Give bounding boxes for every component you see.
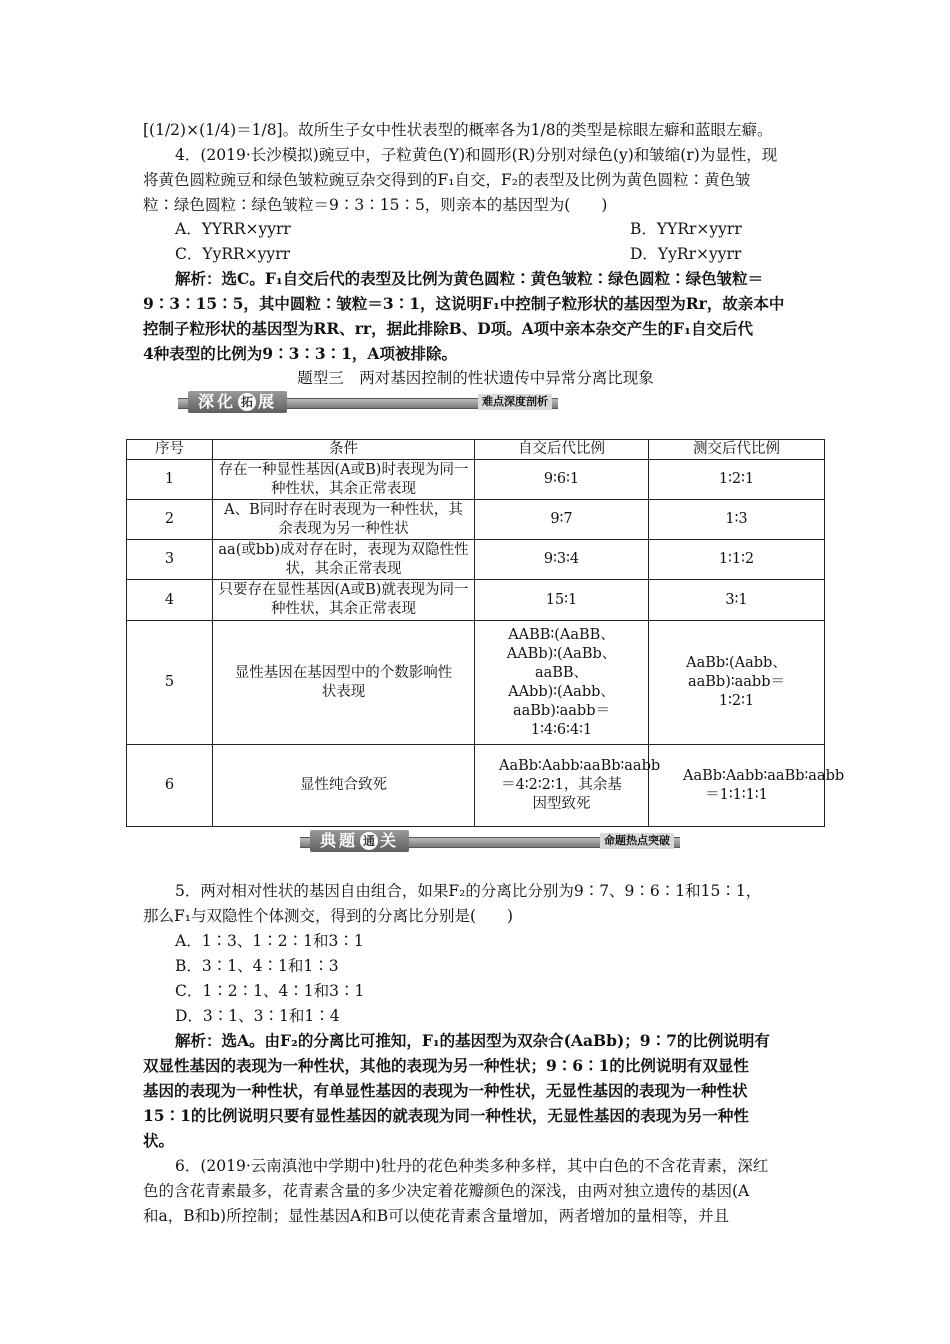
table-cell-no: 6	[127, 745, 213, 827]
question-4-option-a: A．YYRR×yyrr	[175, 220, 291, 238]
text-line: [(1/2)×(1/4)＝1/8]。故所生子女中性状表型的概率各为1/8的类型是棕眼左癖和蓝眼左癖。	[143, 121, 773, 139]
table-cell-test-ratio: AaBb∶(Aabb、aaBb)∶aabb＝1∶2∶1	[649, 621, 825, 745]
table-header-cell: 自交后代比例	[475, 440, 649, 460]
banner-typical-questions	[300, 830, 680, 852]
circle-badge-icon: 拓	[238, 393, 256, 411]
table-header-cell: 测交后代比例	[649, 440, 825, 460]
table-cell-test-ratio: AaBb∶Aabb∶aaBb∶aabb＝1∶1∶1∶1	[649, 745, 825, 827]
question-6-stem: 6．(2019·云南滇池中学期中)牡丹的花色种类多种多样，其中白色的不含花青素，深红	[175, 1157, 769, 1175]
table-cell-no: 3	[127, 540, 213, 580]
question-5-option-d: D．3∶1、3∶1和1∶4	[175, 1007, 340, 1025]
question-5-stem: 那么F₁与双隐性个体测交，得到的分离比分别是( )	[143, 907, 514, 925]
table-row	[127, 460, 825, 500]
question-4-analysis: 解析：选C。F₁自交后代的表型及比例为黄色圆粒∶黄色皱粒∶绿色圆粒∶绿色皱粒＝	[175, 269, 764, 288]
table-cell-self-ratio: 9∶6∶1	[475, 460, 649, 500]
table-cell-no: 1	[127, 460, 213, 500]
banner-label: 典题 通 关	[310, 830, 409, 852]
table-header-row	[127, 440, 825, 460]
question-5-analysis: 基因的表现为一种性状，有单显性基因的表现为一种性状，无显性基因的表现为一种性状	[143, 1081, 748, 1100]
question-5-option-b: B．3∶1、4∶1和1∶3	[175, 957, 339, 975]
question-5-stem: 5．两对相对性状的基因自由组合，如果F₂的分离比分别为9∶7、9∶6∶1和15∶1，	[175, 882, 762, 900]
table-cell-test-ratio: 3∶1	[649, 580, 825, 621]
banner-subtitle: 命题热点突破	[600, 833, 674, 849]
banner-deepen-expand	[178, 391, 558, 413]
question-4-stem: 粒∶绿色圆粒∶绿色皱粒＝9∶3∶15∶5，则亲本的基因型为( )	[143, 196, 608, 214]
table-cell-condition: 显性纯合致死	[213, 745, 475, 827]
table-cell-condition: 存在一种显性基因(A或B)时表现为同一种性状，其余正常表现	[213, 460, 475, 500]
segregation-ratio-table	[126, 439, 845, 827]
table-cell-no: 4	[127, 580, 213, 621]
question-5-option-c: C．1∶2∶1、4∶1和3∶1	[175, 982, 365, 1000]
table-header-cell: 条件	[213, 440, 475, 460]
table-header-cell: 序号	[127, 440, 213, 460]
table-cell-condition: aa(或bb)成对存在时，表现为双隐性性状，其余正常表现	[213, 540, 475, 580]
banner-label: 深化 拓 展	[188, 391, 287, 413]
question-5-analysis: 双显性基因的表现为一种性状，其他的表现为另一种性状；9∶6∶1的比例说明有双显性	[143, 1056, 749, 1075]
circle-badge-icon: 通	[360, 832, 378, 850]
table-cell-condition: 显性基因在基因型中的个数影响性状表现	[213, 621, 475, 745]
section-title: 题型三 两对基因控制的性状遗传中异常分离比现象	[297, 369, 654, 387]
table-row	[127, 500, 825, 540]
table-cell-test-ratio: 1∶2∶1	[649, 460, 825, 500]
question-6-stem: 色的含花青素最多，花青素含量的多少决定着花瓣颜色的深浅，由两对独立遗传的基因(A	[143, 1182, 750, 1200]
question-5-option-a: A．1∶3、1∶2∶1和3∶1	[175, 932, 364, 950]
question-5-analysis: 15∶1的比例说明只要有显性基因的就表现为同一种性状，无显性基因的表现为另一种性	[143, 1106, 749, 1125]
question-5-analysis: 状。	[143, 1131, 175, 1150]
table-row	[127, 745, 825, 827]
table-row	[127, 540, 825, 580]
table-cell-no: 5	[127, 621, 213, 745]
question-6-stem: 和a，B和b)所控制；显性基因A和B可以使花青素含量增加，两者增加的量相等，并且	[143, 1207, 730, 1225]
table-row	[127, 580, 825, 621]
banner-subtitle: 难点深度剖析	[478, 394, 552, 410]
table-cell-condition: A、B同时存在时表现为一种性状，其余表现为另一种性状	[213, 500, 475, 540]
table-cell-no: 2	[127, 500, 213, 540]
question-4-option-d: D．YyRr×yyrr	[630, 245, 742, 263]
question-4-option-b: B．YYRr×yyrr	[630, 220, 742, 238]
question-4-analysis: 控制子粒形状的基因型为RR、rr，据此排除B、D项。A项中亲本杂交产生的F₁自交后代	[143, 319, 753, 338]
question-5-analysis: 解析：选A。由F₂的分离比可推知，F₁的基因型为双杂合(AaBb)；9∶7的比例说明有	[175, 1031, 770, 1050]
table-cell-self-ratio: 9∶7	[475, 500, 649, 540]
question-4-stem: 4．(2019·长沙模拟)豌豆中，子粒黄色(Y)和圆形(R)分别对绿色(y)和皱缩(r)为显性，现	[175, 146, 778, 164]
table-cell-self-ratio: 9∶3∶4	[475, 540, 649, 580]
question-4-option-c: C．YyRR×yyrr	[175, 245, 291, 263]
question-4-stem: 将黄色圆粒豌豆和绿色皱粒豌豆杂交得到的F₁自交，F₂的表型及比例为黄色圆粒∶黄色皱	[143, 171, 751, 189]
table-cell-test-ratio: 1∶3	[649, 500, 825, 540]
question-4-analysis: 9∶3∶15∶5，其中圆粒∶皱粒＝3∶1，这说明F₁中控制子粒形状的基因型为Rr，故亲本中	[143, 294, 785, 313]
table-cell-test-ratio: 1∶1∶2	[649, 540, 825, 580]
table-cell-self-ratio: 15∶1	[475, 580, 649, 621]
table-cell-self-ratio: AABB∶(AaBB、AABb)∶(AaBb、aaBB、AAbb)∶(Aabb、aaBb)∶aabb＝1∶4∶6∶4∶1	[475, 621, 649, 745]
question-4-analysis: 4种表型的比例为9∶3∶3∶1，A项被排除。	[143, 344, 457, 363]
table-cell-condition: 只要存在显性基因(A或B)就表现为同一种性状，其余正常表现	[213, 580, 475, 621]
table-row	[127, 621, 825, 745]
table-cell-self-ratio: AaBb∶Aabb∶aaBb∶aabb＝4∶2∶2∶1，其余基因型致死	[475, 745, 649, 827]
